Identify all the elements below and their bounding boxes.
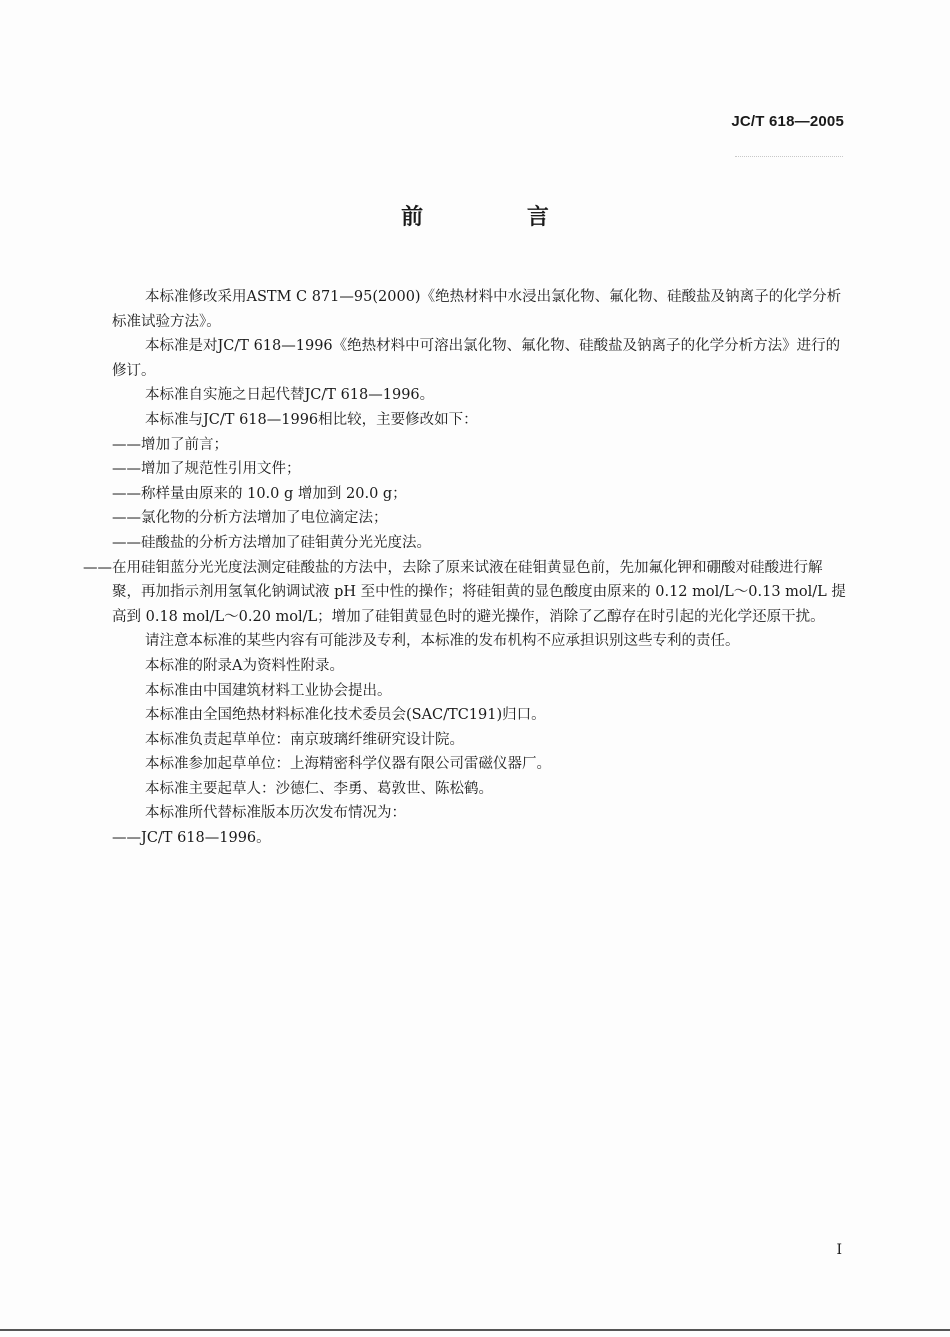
paragraph: 本标准负责起草单位：南京玻璃纤维研究设计院。	[145, 731, 464, 748]
page-number: I	[836, 1242, 842, 1258]
paragraph: 本标准的附录A为资料性附录。	[145, 657, 344, 674]
change-list-item: ——硅酸盐的分析方法增加了硅钼黄分光光度法。	[112, 534, 431, 551]
header-divider	[735, 156, 843, 157]
paragraph: 请注意本标准的某些内容有可能涉及专利，本标准的发布机构不应承担识别这些专利的责任。	[145, 633, 740, 650]
paragraph: 本标准主要起草人：沙德仁、李勇、葛敦世、陈松鹤。	[145, 780, 493, 797]
change-list-item: ——增加了规范性引用文件；	[112, 461, 301, 478]
paragraph: 本标准修改采用ASTM C 871—95(2000)《绝热材料中水浸出氯化物、氟化物、硅酸盐及钠离子的化学分析标准试验方法》。	[112, 289, 842, 330]
scan-edge-line	[0, 1329, 950, 1331]
page-title: 前 言	[401, 205, 597, 230]
change-list-item: ——在用硅钼蓝分光光度法测定硅酸盐的方法中，去除了原来试液在硅钼黄显色前，先加氟化钾和硼酸对硅酸进行解聚，再加指示剂用氢氧化钠调试液 pH 至中性的操作；将硅钼黄的显色酸度由原来的 0.12 mol/L～0.13 mol/L 提高到 0.18 mol/L～0.20 mol/L；增加了硅钼黄显色时的避光操作，消除了乙醇存在时引起的光化学还原干扰。	[83, 559, 846, 625]
paragraph: 本标准参加起草单位：上海精密科学仪器有限公司雷磁仪器厂。	[145, 756, 551, 773]
paragraph: 本标准由全国绝热材料标准化技术委员会(SAC/TC191)归口。	[145, 707, 546, 724]
paragraph: 本标准由中国建筑材料工业协会提出。	[145, 682, 392, 699]
change-list-item: ——氯化物的分析方法增加了电位滴定法；	[112, 510, 388, 527]
change-list-item: ——增加了前言；	[112, 436, 228, 453]
foreword-body	[83, 285, 847, 851]
change-list-item: ——称样量由原来的 10.0 g 增加到 20.0 g；	[112, 485, 407, 502]
paragraph: 本标准与JC/T 618—1996相比较，主要修改如下：	[145, 411, 478, 428]
paragraph: 本标准是对JC/T 618—1996《绝热材料中可溶出氯化物、氟化物、硅酸盐及钠离子的化学分析方法》进行的修订。	[112, 338, 841, 379]
paragraph: 本标准自实施之日起代替JC/T 618—1996。	[145, 387, 435, 404]
document-code: JC/T 618—2005	[731, 113, 844, 130]
paragraph: 本标准所代替标准版本历次发布情况为：	[145, 805, 406, 822]
history-list-item: ——JC/T 618—1996。	[112, 830, 271, 847]
